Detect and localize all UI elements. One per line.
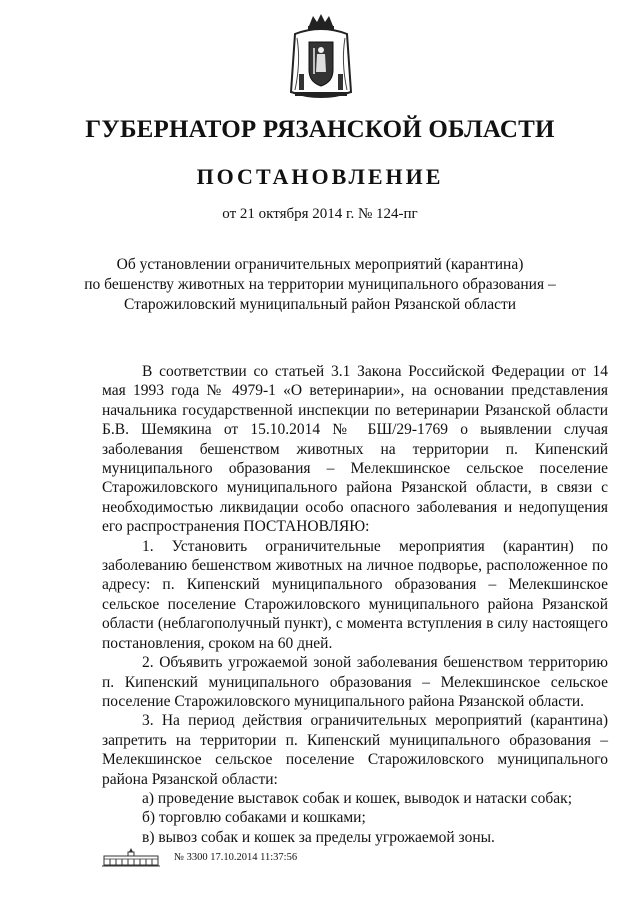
subject-line: по бешенству животных на территории муниципального образования – [84, 276, 556, 293]
document-body [102, 362, 608, 847]
subject-line: Старожиловский муниципальный район Рязанской области [123, 296, 517, 313]
item-3-paragraph: 3. На период действия ограничительных мероприятий (карантина) запретить на территории п. Кипенский муниципального образования – Мелекшинское сельское поселение Старожиловского муниципального района Рязанской области: [102, 712, 608, 788]
preamble-paragraph: В соответствии со статьей 3.1 Закона Российской Федерации от 14 мая 1993 года № 4979-1 «О ветеринарии», на основании представления начальника государственной инспекции по ветеринарии Рязанской области Б.В. Шемякина от 15.10.2014 № БШ/29-1769 о выявлении случая заболевания бешенством животных на территории п. Кипенский муниципального образования – Мелекшинское сельское поселение Старожиловского муниципального района Рязанской области, в связи с необходимостью ликвидации особо опасного заболевания и недопущения его распространения ПОСТАНОВЛЯЮ: [102, 363, 608, 536]
authority-title: ГУБЕРНАТОР РЯЗАНСКОЙ ОБЛАСТИ [85, 116, 555, 143]
document-type: ПОСТАНОВЛЕНИЕ [196, 164, 444, 189]
subject-line: Об установлении ограничительных мероприятий (карантина) [116, 256, 524, 273]
government-building-icon [102, 847, 160, 867]
item-1-paragraph: 1. Установить ограничительные мероприятия (карантин) по заболеванию бешенством животных на личное подворье, расположенное по адресу: п. Кипенский муниципального образования – Мелекшинское сельское поселение Старожиловского муниципального района Рязанской области (неблагополучный пункт), с момента вступления в силу настоящего постановления, сроком на 60 дней. [102, 537, 608, 652]
registration-footer [102, 847, 297, 867]
item-3b-line: б) торговлю собаками и кошками; [142, 809, 366, 827]
item-3a-line: а) проведение выставок собак и кошек, выводок и натаски собак; [142, 789, 572, 807]
coat-of-arms-icon [287, 12, 355, 102]
date-number-line: от 21 октября 2014 г. № 124-пг [222, 206, 418, 222]
document-subject [0, 255, 640, 315]
item-3c-line: в) вывоз собак и кошек за пределы угрожаемой зоны. [142, 828, 495, 846]
item-2-paragraph: 2. Объявить угрожаемой зоной заболевания бешенством территорию п. Кипенский муниципального образования – Мелекшинское сельское поселение Старожиловского муниципального района Рязанской области. [102, 654, 608, 710]
registration-stamp: № 3300 17.10.2014 11:37:56 [174, 851, 298, 863]
